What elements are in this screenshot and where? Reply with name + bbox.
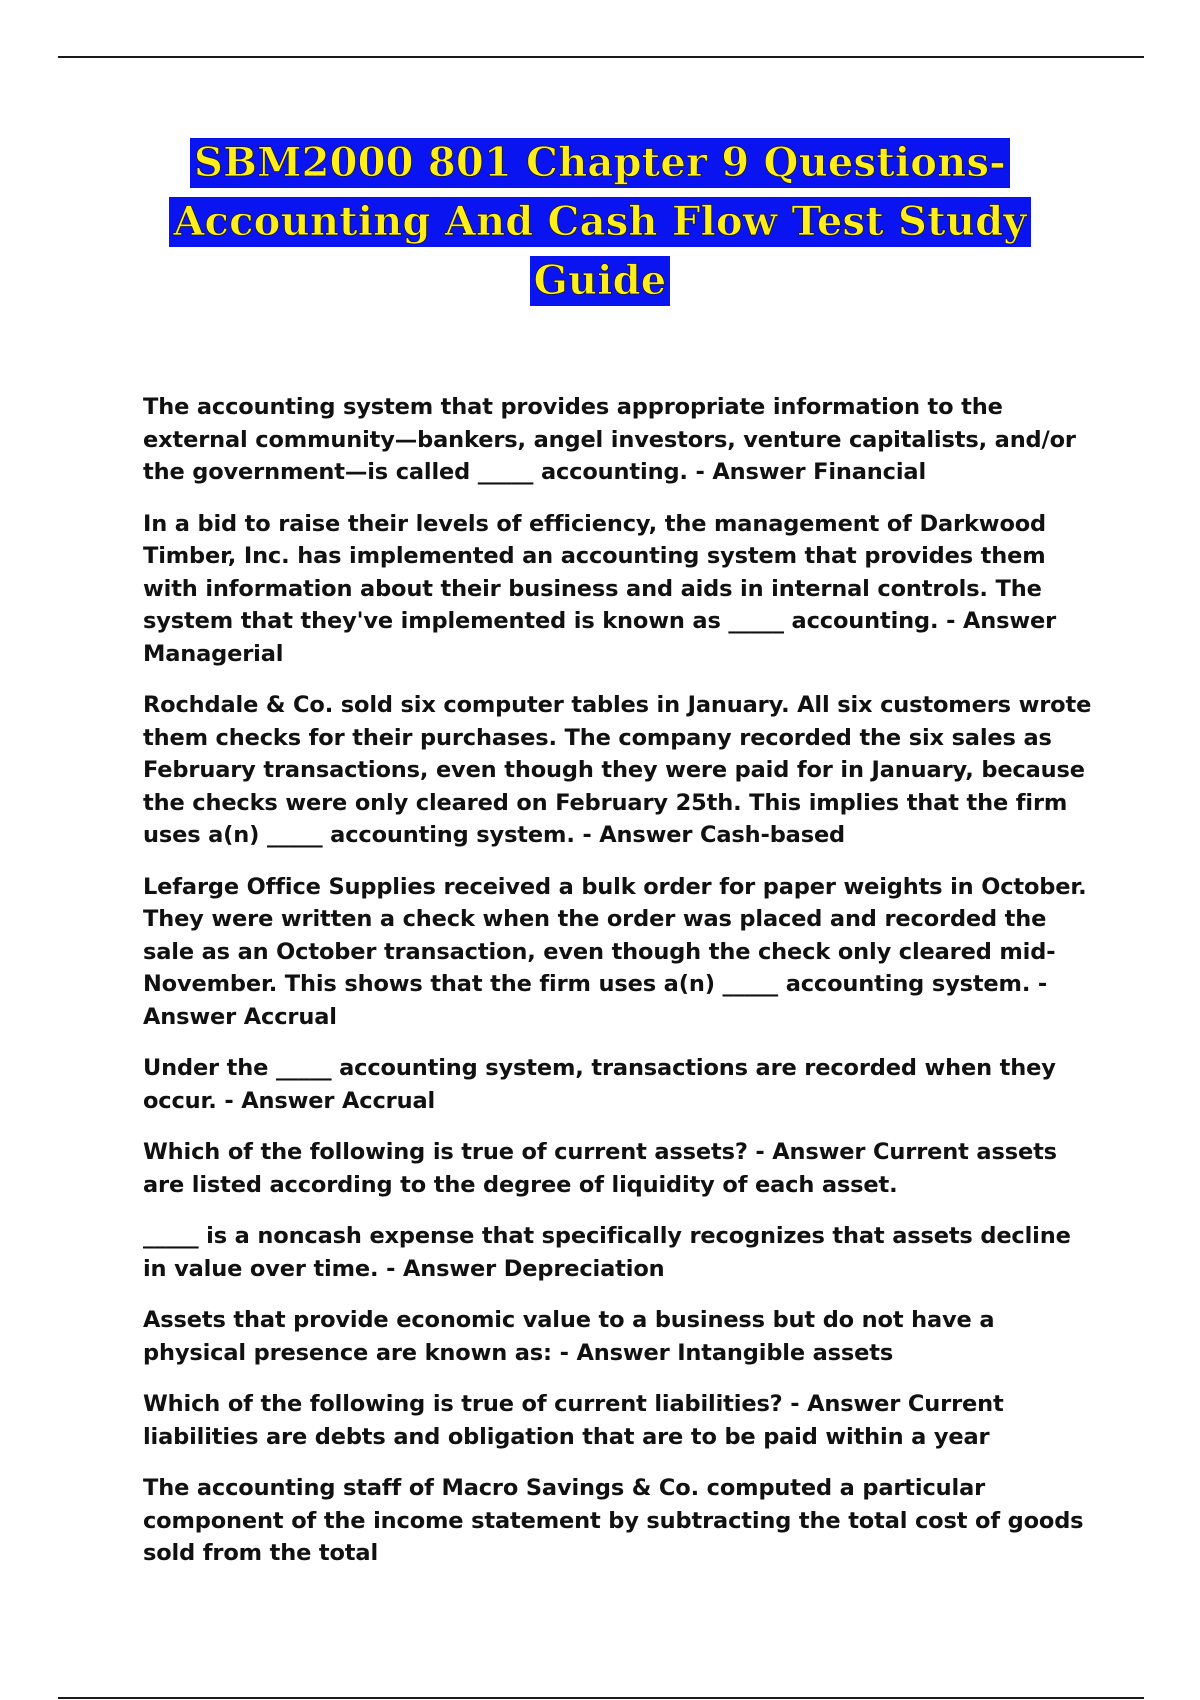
title-line-1: SBM2000 801 Chapter 9 Questions- <box>190 138 1010 188</box>
question-list <box>143 391 1098 1589</box>
bottom-rule <box>58 1697 1144 1699</box>
document-title <box>60 138 1140 315</box>
question-item-2: In a bid to raise their levels of efficiency, the management of Darkwood Timber, Inc. has implemented an accounting system that provides them with information about their business and aids in internal controls. The system that they've implemented is known as _____ accounting. - Answer Managerial <box>143 510 1057 667</box>
title-line-2: Accounting And Cash Flow Test Study <box>169 197 1030 247</box>
question-item-1: The accounting system that provides appropriate information to the external community—bankers, angel investors, venture capitalists, and/or the government—is called _____ accounting. - Answer Financial <box>143 394 1076 485</box>
question-item-10: The accounting staff of Macro Savings & Co. computed a particular component of the income statement by subtracting the total cost of goods sold from the total <box>143 1475 1084 1566</box>
question-item-9: Which of the following is true of current liabilities? - Answer Current liabilities are debts and obligation that are to be paid within a year <box>143 1391 1004 1450</box>
question-item-3: Rochdale & Co. sold six computer tables in January. All six customers wrote them checks for their purchases. The company recorded the six sales as February transactions, even though they were paid for in January, because the checks were only cleared on February 25th. This implies that the firm uses a(n) _____ accounting system. - Answer Cash-based <box>143 692 1092 848</box>
question-item-5: Under the _____ accounting system, transactions are recorded when they occur. - Answer Accrual <box>143 1055 1056 1114</box>
title-line-3: Guide <box>530 256 671 306</box>
question-item-4: Lefarge Office Supplies received a bulk order for paper weights in October. They were written a check when the order was placed and recorded the sale as an October transaction, even though the check only cleared mid-November. This shows that the firm uses a(n) _____ accounting system. - Answer Accrual <box>143 873 1087 1030</box>
question-item-8: Assets that provide economic value to a business but do not have a physical presence are known as: - Answer Intangible assets <box>143 1307 995 1366</box>
question-item-6: Which of the following is true of current assets? - Answer Current assets are listed according to the degree of liquidity of each asset. <box>143 1139 1057 1198</box>
top-rule <box>58 56 1144 58</box>
question-item-7: _____ is a noncash expense that specifically recognizes that assets decline in value over time. - Answer Depreciation <box>143 1223 1071 1282</box>
